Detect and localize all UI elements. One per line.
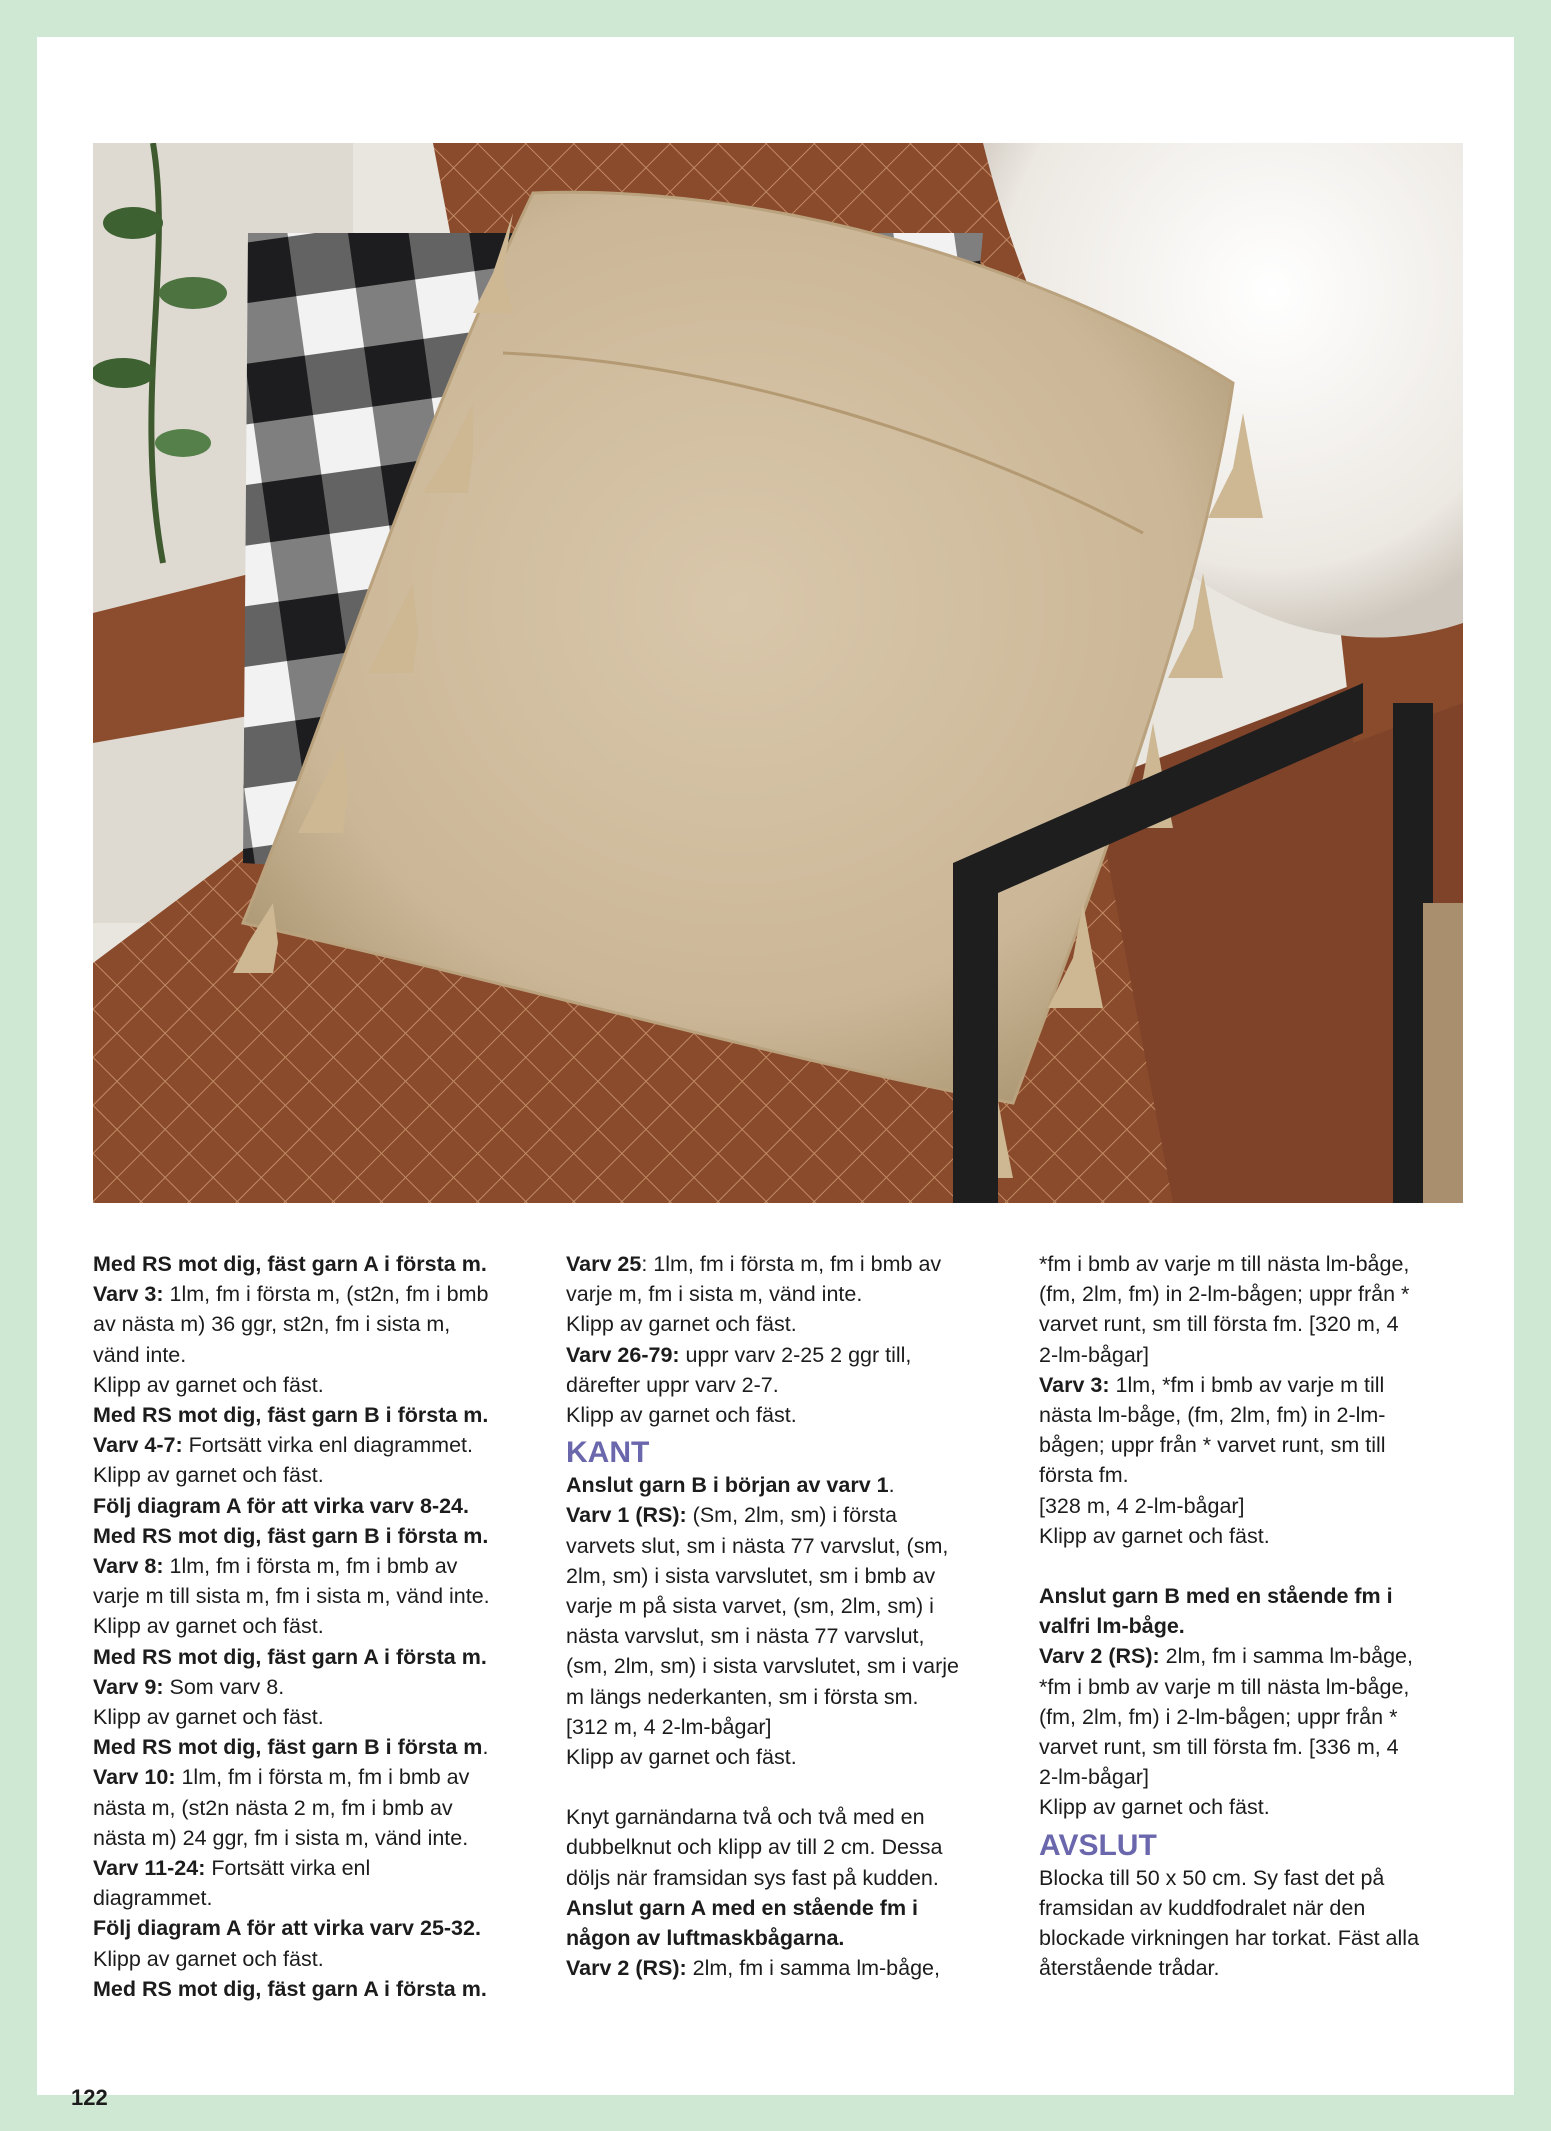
bold-text: Med RS mot dig, fäst garn B i första m (93, 1735, 483, 1760)
bold-text: Varv 9: (93, 1674, 164, 1699)
body-text: Fortsätt virka enl diagrammet. (182, 1433, 474, 1458)
body-text: Klipp av garnet och fäst. (566, 1745, 797, 1770)
text-line (93, 1340, 533, 1370)
body-text: framsidan av kuddfodralet när den (1039, 1895, 1366, 1920)
text-line (1039, 1309, 1479, 1339)
body-text: (Sm, 2lm, sm) i första (686, 1503, 897, 1528)
text-line (1039, 1491, 1479, 1521)
text-line (1039, 1672, 1479, 1702)
text-line (93, 1611, 533, 1641)
page (37, 37, 1514, 2110)
body-text: av nästa m) 36 ggr, st2n, fm i sista m, (93, 1312, 451, 1337)
text-line (566, 1279, 1006, 1309)
text-line (566, 1863, 1006, 1893)
body-text: Blocka till 50 x 50 cm. Sy fast det på (1039, 1865, 1385, 1890)
text-line (566, 1953, 1006, 1983)
text-line (566, 1400, 1006, 1430)
text-line (93, 1642, 533, 1672)
text-line (93, 1249, 533, 1279)
bold-text: Med RS mot dig, fäst garn A i första m. (93, 1976, 487, 2001)
text-line (566, 1621, 1006, 1651)
text-line (93, 1793, 533, 1823)
text-line (93, 1944, 533, 1974)
body-text: bågen; uppr från * varvet runt, sm till (1039, 1433, 1386, 1458)
text-line (566, 1651, 1006, 1681)
text-line (1039, 1923, 1479, 1953)
body-text: varje m till sista m, fm i sista m, vänd inte. (93, 1584, 490, 1609)
text-line (93, 1309, 533, 1339)
body-text: varvet runt, sm till första fm. [336 m, 4 (1039, 1735, 1399, 1760)
bold-text: Varv 3: (93, 1282, 164, 1307)
text-line (93, 1672, 533, 1702)
text-line (566, 1340, 1006, 1370)
text-line (93, 1521, 533, 1551)
body-text: varvet runt, sm till första fm. [320 m, 4 (1039, 1312, 1399, 1337)
text-line (93, 1581, 533, 1611)
body-text: Klipp av garnet och fäst. (1039, 1795, 1270, 1820)
paragraph-gap (566, 1772, 1006, 1802)
body-text: m längs nederkanten, sm i första sm. (566, 1684, 919, 1709)
bold-text: Med RS mot dig, fäst garn A i första m. (93, 1644, 487, 1669)
text-line (1039, 1340, 1479, 1370)
body-text: nästa varvslut, sm i nästa 77 varvslut, (566, 1624, 925, 1649)
body-text: Klipp av garnet och fäst. (93, 1463, 324, 1488)
page-number: 122 (71, 2085, 108, 2110)
text-column-3 (1039, 1249, 1479, 1983)
text-line (1039, 1400, 1479, 1430)
text-line (1039, 1863, 1479, 1893)
text-line (566, 1712, 1006, 1742)
text-line (1039, 1732, 1479, 1762)
body-text: Klipp av garnet och fäst. (93, 1614, 324, 1639)
cushion-photo-illustration (93, 143, 1463, 1203)
body-text: 2lm, fm i samma lm-båge, (1159, 1644, 1413, 1669)
text-line (566, 1470, 1006, 1500)
bold-text: Följ diagram A för att virka varv 8-24. (93, 1493, 469, 1518)
text-line (93, 1732, 533, 1762)
body-text: första fm. (1039, 1463, 1129, 1488)
body-text: 2lm, sm) i sista varvslutet, sm i bmb av (566, 1563, 936, 1588)
body-text: 2lm, fm i samma lm-båge, (686, 1956, 940, 1981)
body-text: [328 m, 4 2-lm-bågar] (1039, 1493, 1245, 1518)
section-heading: AVSLUT (1039, 1828, 1157, 1862)
text-line (566, 1893, 1006, 1923)
text-line (1039, 1370, 1479, 1400)
text-line (1039, 1521, 1479, 1551)
body-text: . (888, 1473, 895, 1498)
body-text: 1lm, fm i första m, fm i bmb av (175, 1765, 470, 1790)
cushion-photo (93, 143, 1463, 1203)
body-text: nästa m, (st2n nästa 2 m, fm i bmb av (93, 1795, 453, 1820)
text-line (1039, 1792, 1479, 1822)
bold-text: Anslut garn A med en stående fm i (566, 1895, 919, 1920)
body-text: diagrammet. (93, 1886, 213, 1911)
text-line (93, 1762, 533, 1792)
body-text: Klipp av garnet och fäst. (566, 1403, 797, 1428)
text-line (1039, 1762, 1479, 1792)
body-text: (sm, 2lm, sm) i sista varvslutet, sm i varje (566, 1654, 960, 1679)
bold-text: Med RS mot dig, fäst garn A i första m. (93, 1252, 487, 1276)
bold-text: Anslut garn B med en stående fm i (1039, 1584, 1393, 1609)
text-line (1039, 1430, 1479, 1460)
body-text: Klipp av garnet och fäst. (93, 1946, 324, 1971)
text-line (566, 1561, 1006, 1591)
bold-text: Varv 3: (1039, 1372, 1110, 1397)
body-text: : 1lm, fm i första m, fm i bmb av (641, 1252, 942, 1276)
body-text: 2-lm-bågar] (1039, 1342, 1149, 1367)
body-text: dubbelknut och klipp av till 2 cm. Dessa (566, 1835, 943, 1860)
body-text: Klipp av garnet och fäst. (93, 1372, 324, 1397)
section-heading: KANT (566, 1436, 650, 1470)
bold-text: Varv 10: (93, 1765, 176, 1790)
body-text: Klipp av garnet och fäst. (93, 1705, 324, 1730)
body-text: nästa lm-båge, (fm, 2lm, fm) in 2-lm- (1039, 1403, 1386, 1428)
bold-text: Varv 26-79: (566, 1342, 680, 1367)
text-line (93, 1853, 533, 1883)
body-text: uppr varv 2-25 2 ggr till, (679, 1342, 912, 1367)
body-text: *fm i bmb av varje m till nästa lm-båge, (1039, 1674, 1410, 1699)
body-text: Som varv 8. (163, 1674, 285, 1699)
text-line (566, 1370, 1006, 1400)
bold-text: Varv 1 (RS): (566, 1503, 687, 1528)
text-line (566, 1682, 1006, 1712)
text-line (93, 1974, 533, 2004)
text-line (1039, 1460, 1479, 1490)
text-line (93, 1279, 533, 1309)
bold-text: Med RS mot dig, fäst garn B i första m. (93, 1403, 489, 1428)
text-line (566, 1802, 1006, 1832)
text-line (93, 1702, 533, 1732)
bold-text: Med RS mot dig, fäst garn B i första m. (93, 1523, 489, 1548)
body-text: blockade virkningen har torkat. Fäst alla (1039, 1926, 1420, 1951)
text-line (1039, 1249, 1479, 1279)
text-column-2 (566, 1249, 1006, 1983)
body-text: (fm, 2lm, fm) in 2-lm-bågen; uppr från * (1039, 1282, 1410, 1307)
body-text: återstående trådar. (1039, 1956, 1220, 1981)
bold-text: valfri lm-båge. (1039, 1614, 1185, 1639)
text-line (566, 1591, 1006, 1621)
text-column-1 (93, 1249, 533, 2004)
text-line (566, 1249, 1006, 1279)
bold-text: Varv 25 (566, 1252, 642, 1276)
bold-text: Följ diagram A för att virka varv 25-32. (93, 1916, 481, 1941)
body-text: vänd inte. (93, 1342, 187, 1367)
text-line (1039, 1641, 1479, 1671)
text-line (93, 1460, 533, 1490)
body-text: Klipp av garnet och fäst. (1039, 1523, 1270, 1548)
body-text: (fm, 2lm, fm) i 2-lm-bågen; uppr från * (1039, 1704, 1398, 1729)
body-text: [312 m, 4 2-lm-bågar] (566, 1714, 772, 1739)
text-line (93, 1491, 533, 1521)
text-line (566, 1309, 1006, 1339)
body-text: varje m, fm i sista m, vänd inte. (566, 1282, 863, 1307)
body-text: därefter uppr varv 2-7. (566, 1372, 779, 1397)
text-line (566, 1500, 1006, 1530)
text-line (93, 1883, 533, 1913)
bold-text: Varv 2 (RS): (566, 1956, 687, 1981)
text-line (566, 1832, 1006, 1862)
bold-text: Varv 4-7: (93, 1433, 183, 1458)
body-text: 1lm, *fm i bmb av varje m till (1109, 1372, 1385, 1397)
paragraph-gap (1039, 1551, 1479, 1581)
text-line (1039, 1953, 1479, 1983)
text-line (93, 1551, 533, 1581)
text-line (93, 1430, 533, 1460)
text-line (1039, 1581, 1479, 1611)
body-text: . (482, 1735, 489, 1760)
body-text: döljs när framsidan sys fast på kudden. (566, 1865, 939, 1890)
text-line (1039, 1279, 1479, 1309)
body-text: Knyt garnändarna två och två med en (566, 1805, 925, 1830)
body-text: Klipp av garnet och fäst. (566, 1312, 797, 1337)
body-text: varje m på sista varvet, (sm, 2lm, sm) i (566, 1594, 934, 1619)
body-text: nästa m) 24 ggr, fm i sista m, vänd inte. (93, 1825, 469, 1850)
text-line (1039, 1893, 1479, 1923)
body-text: Fortsätt virka enl (205, 1856, 371, 1881)
body-text: *fm i bmb av varje m till nästa lm-båge, (1039, 1252, 1410, 1276)
bold-text: Anslut garn B i början av varv 1 (566, 1473, 889, 1498)
body-text: 1lm, fm i första m, (st2n, fm i bmb (163, 1282, 489, 1307)
text-line (93, 1913, 533, 1943)
text-line (93, 1370, 533, 1400)
text-line (1039, 1702, 1479, 1732)
bold-text: Varv 8: (93, 1554, 164, 1579)
body-text: varvets slut, sm i nästa 77 varvslut, (sm, (566, 1533, 949, 1558)
text-line (566, 1531, 1006, 1561)
text-line (93, 1823, 533, 1853)
bold-text: Varv 11-24: (93, 1856, 206, 1881)
body-text: 2-lm-bågar] (1039, 1765, 1149, 1790)
body-text: 1lm, fm i första m, fm i bmb av (163, 1554, 458, 1579)
bold-text: någon av luftmaskbågarna. (566, 1926, 845, 1951)
bold-text: Varv 2 (RS): (1039, 1644, 1160, 1669)
text-line (566, 1923, 1006, 1953)
text-line (93, 1400, 533, 1430)
text-line (566, 1742, 1006, 1772)
text-line (1039, 1611, 1479, 1641)
